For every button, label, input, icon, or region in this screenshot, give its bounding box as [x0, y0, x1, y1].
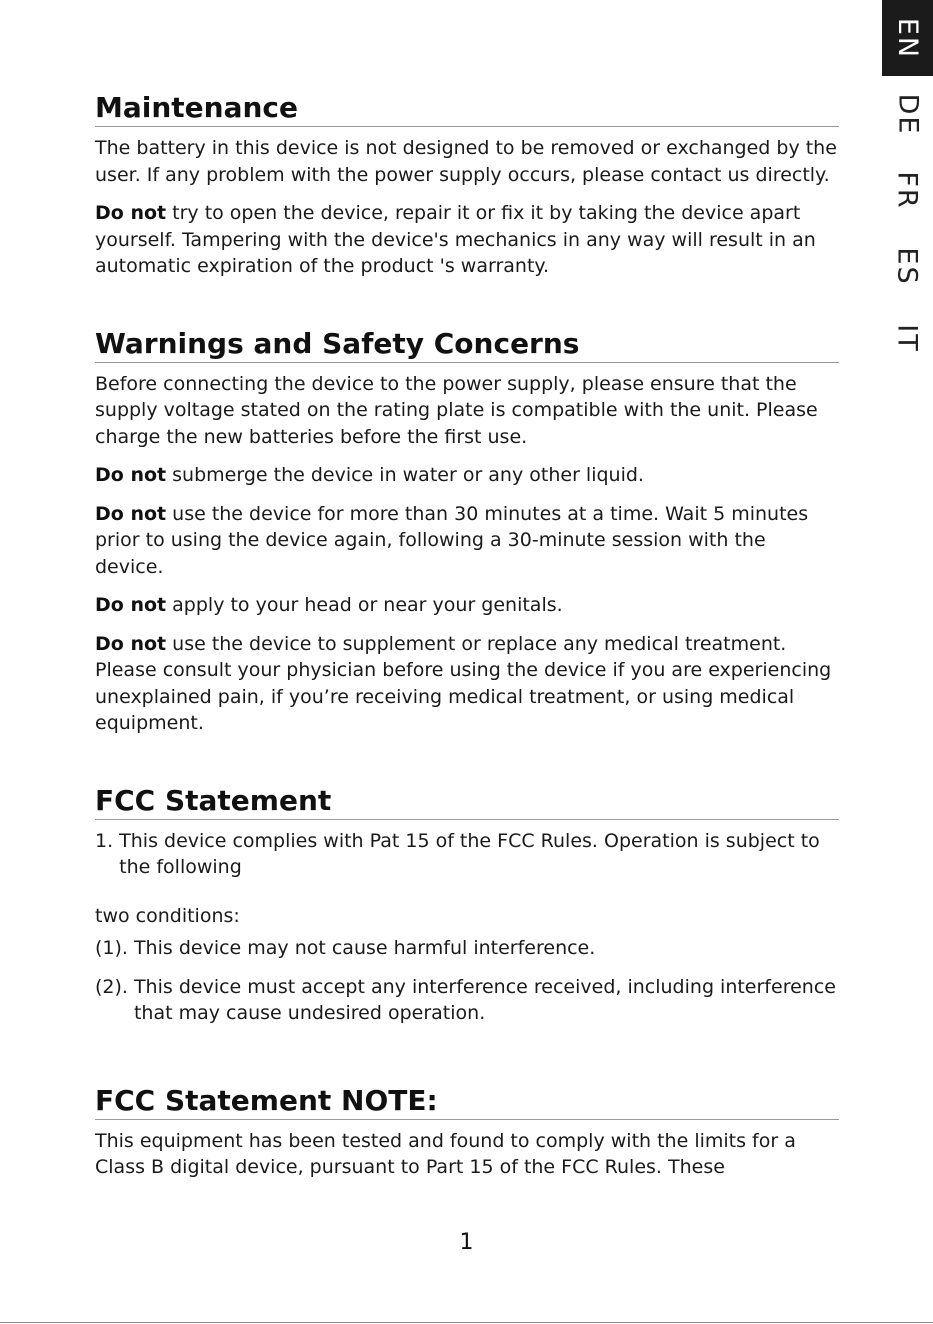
fcc-note-heading: FCC Statement NOTE:: [95, 1083, 839, 1120]
tab-de[interactable]: DE: [891, 93, 923, 135]
maintenance-paragraph: The battery in this device is not designed to be removed or exchanged by the user. If any problem with the power supply occurs, please contact us directly.: [95, 137, 837, 186]
warning-item: Do not use the device to supplement or replace any medical treatment. Please consult your physician before using the device if you are experiencing unexplained pain, if you’re receiving medical treatment, or using medical equipment.: [95, 632, 832, 734]
fcc-condition: (1). This device may not cause harmful interference.: [95, 937, 596, 959]
fcc-condition: (2). This device must accept any interference received, including interference that may cause undesired operation.: [95, 975, 836, 1024]
do-not-label: Do not: [95, 632, 167, 655]
document-body: [95, 90, 839, 1193]
tab-fr[interactable]: FR: [891, 170, 923, 210]
do-not-label: Do not: [95, 464, 167, 486]
maintenance-warning: Do not try to open the device, repair it or fix it by taking the device apart yourself. Tampering with the device's mechanics in any way will result in an automatic expiration of the product 's warranty.: [95, 202, 816, 277]
page-number: 1: [459, 1230, 474, 1255]
maintenance-heading: Maintenance: [95, 90, 839, 127]
warning-item: Do not apply to your head or near your genitals.: [95, 594, 563, 616]
bottom-divider: [0, 1322, 933, 1323]
fcc-list-item: 1. This device complies with Pat 15 of the FCC Rules. Operation is subject to the following: [95, 829, 820, 878]
warnings-intro: Before connecting the device to the power supply, please ensure that the supply voltage stated on the rating plate is compatible with the unit. Please charge the new batteries before the first use.: [95, 372, 818, 448]
tab-it[interactable]: IT: [892, 323, 923, 353]
fcc-heading: FCC Statement: [95, 783, 839, 820]
do-not-label: Do not: [95, 202, 167, 224]
do-not-label: Do not: [95, 502, 167, 525]
do-not-label: Do not: [95, 594, 167, 616]
fcc-note-paragraph: This equipment has been tested and found to comply with the limits for a Class B digital device, pursuant to Part 15 of the FCC Rules. These: [95, 1129, 796, 1178]
fcc-conditions-label: two conditions:: [95, 904, 240, 927]
warnings-heading: Warnings and Safety Concerns: [95, 326, 839, 363]
warning-item: Do not use the device for more than 30 minutes at a time. Wait 5 minutes prior to using the device again, following a 30-minute session with the device.: [95, 502, 809, 578]
warning-item: Do not submerge the device in water or any other liquid.: [95, 464, 644, 486]
tab-en[interactable]: EN: [882, 0, 933, 76]
tab-es[interactable]: ES: [891, 246, 923, 286]
